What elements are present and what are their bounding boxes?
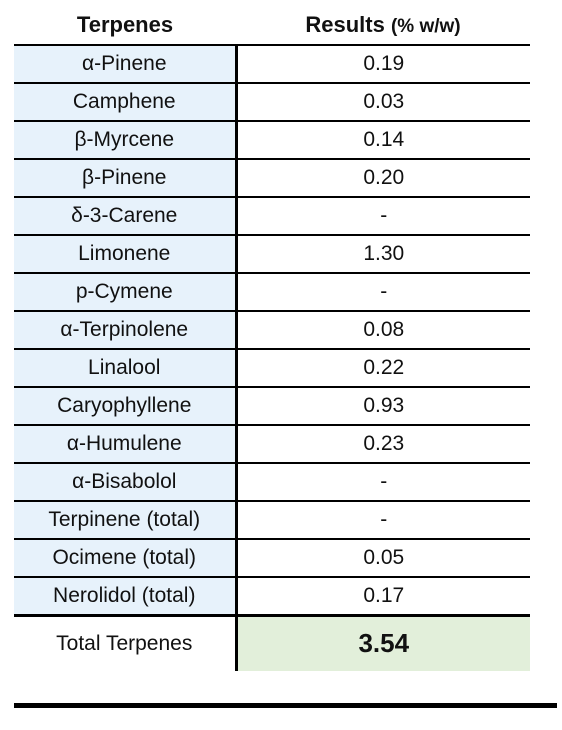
table-header bbox=[14, 6, 530, 44]
terpene-value: 0.17 bbox=[236, 577, 530, 615]
header-results-label: Results bbox=[305, 12, 385, 37]
header-terpenes: Terpenes bbox=[76, 12, 174, 37]
table-row bbox=[14, 311, 530, 349]
terpene-name: Nerolidol (total) bbox=[14, 577, 236, 615]
total-terpenes-value: 3.54 bbox=[236, 615, 530, 671]
table-row bbox=[14, 501, 530, 539]
table-row bbox=[14, 159, 530, 197]
terpene-name: Limonene bbox=[14, 235, 236, 273]
terpene-name: β-Myrcene bbox=[14, 121, 236, 159]
terpene-value: 0.03 bbox=[236, 83, 530, 121]
terpenes-table bbox=[14, 44, 530, 671]
terpene-value: - bbox=[236, 273, 530, 311]
terpene-name: α-Bisabolol bbox=[14, 463, 236, 501]
header-results bbox=[236, 12, 530, 38]
terpene-name: Ocimene (total) bbox=[14, 539, 236, 577]
terpene-name: α-Humulene bbox=[14, 425, 236, 463]
table-row bbox=[14, 273, 530, 311]
terpene-value: 1.30 bbox=[236, 235, 530, 273]
terpene-value: 0.14 bbox=[236, 121, 530, 159]
table-row bbox=[14, 539, 530, 577]
terpene-value: - bbox=[236, 501, 530, 539]
terpene-name: Camphene bbox=[14, 83, 236, 121]
table-row bbox=[14, 235, 530, 273]
table-row bbox=[14, 121, 530, 159]
table-row bbox=[14, 197, 530, 235]
terpene-value: - bbox=[236, 197, 530, 235]
terpene-name: Linalool bbox=[14, 349, 236, 387]
terpene-name: α-Pinene bbox=[14, 45, 236, 83]
terpene-name: δ-3-Carene bbox=[14, 197, 236, 235]
table-row bbox=[14, 387, 530, 425]
terpene-value: 0.08 bbox=[236, 311, 530, 349]
terpene-name: Caryophyllene bbox=[14, 387, 236, 425]
table-row bbox=[14, 577, 530, 615]
terpene-value: 0.22 bbox=[236, 349, 530, 387]
table-row bbox=[14, 349, 530, 387]
terpene-value: 0.23 bbox=[236, 425, 530, 463]
total-terpenes-label: Total Terpenes bbox=[14, 615, 236, 671]
terpene-value: - bbox=[236, 463, 530, 501]
table-row bbox=[14, 45, 530, 83]
terpene-name: Terpinene (total) bbox=[14, 501, 236, 539]
terpene-value: 0.20 bbox=[236, 159, 530, 197]
terpene-value: 0.93 bbox=[236, 387, 530, 425]
header-results-unit: (% w/w) bbox=[390, 16, 461, 37]
terpene-name: p-Cymene bbox=[14, 273, 236, 311]
table-row bbox=[14, 83, 530, 121]
table-row bbox=[14, 425, 530, 463]
terpene-name: α-Terpinolene bbox=[14, 311, 236, 349]
terpene-name: β-Pinene bbox=[14, 159, 236, 197]
bottom-rule bbox=[14, 703, 557, 708]
total-row bbox=[14, 615, 530, 671]
terpene-value: 0.19 bbox=[236, 45, 530, 83]
terpene-value: 0.05 bbox=[236, 539, 530, 577]
table-row bbox=[14, 463, 530, 501]
